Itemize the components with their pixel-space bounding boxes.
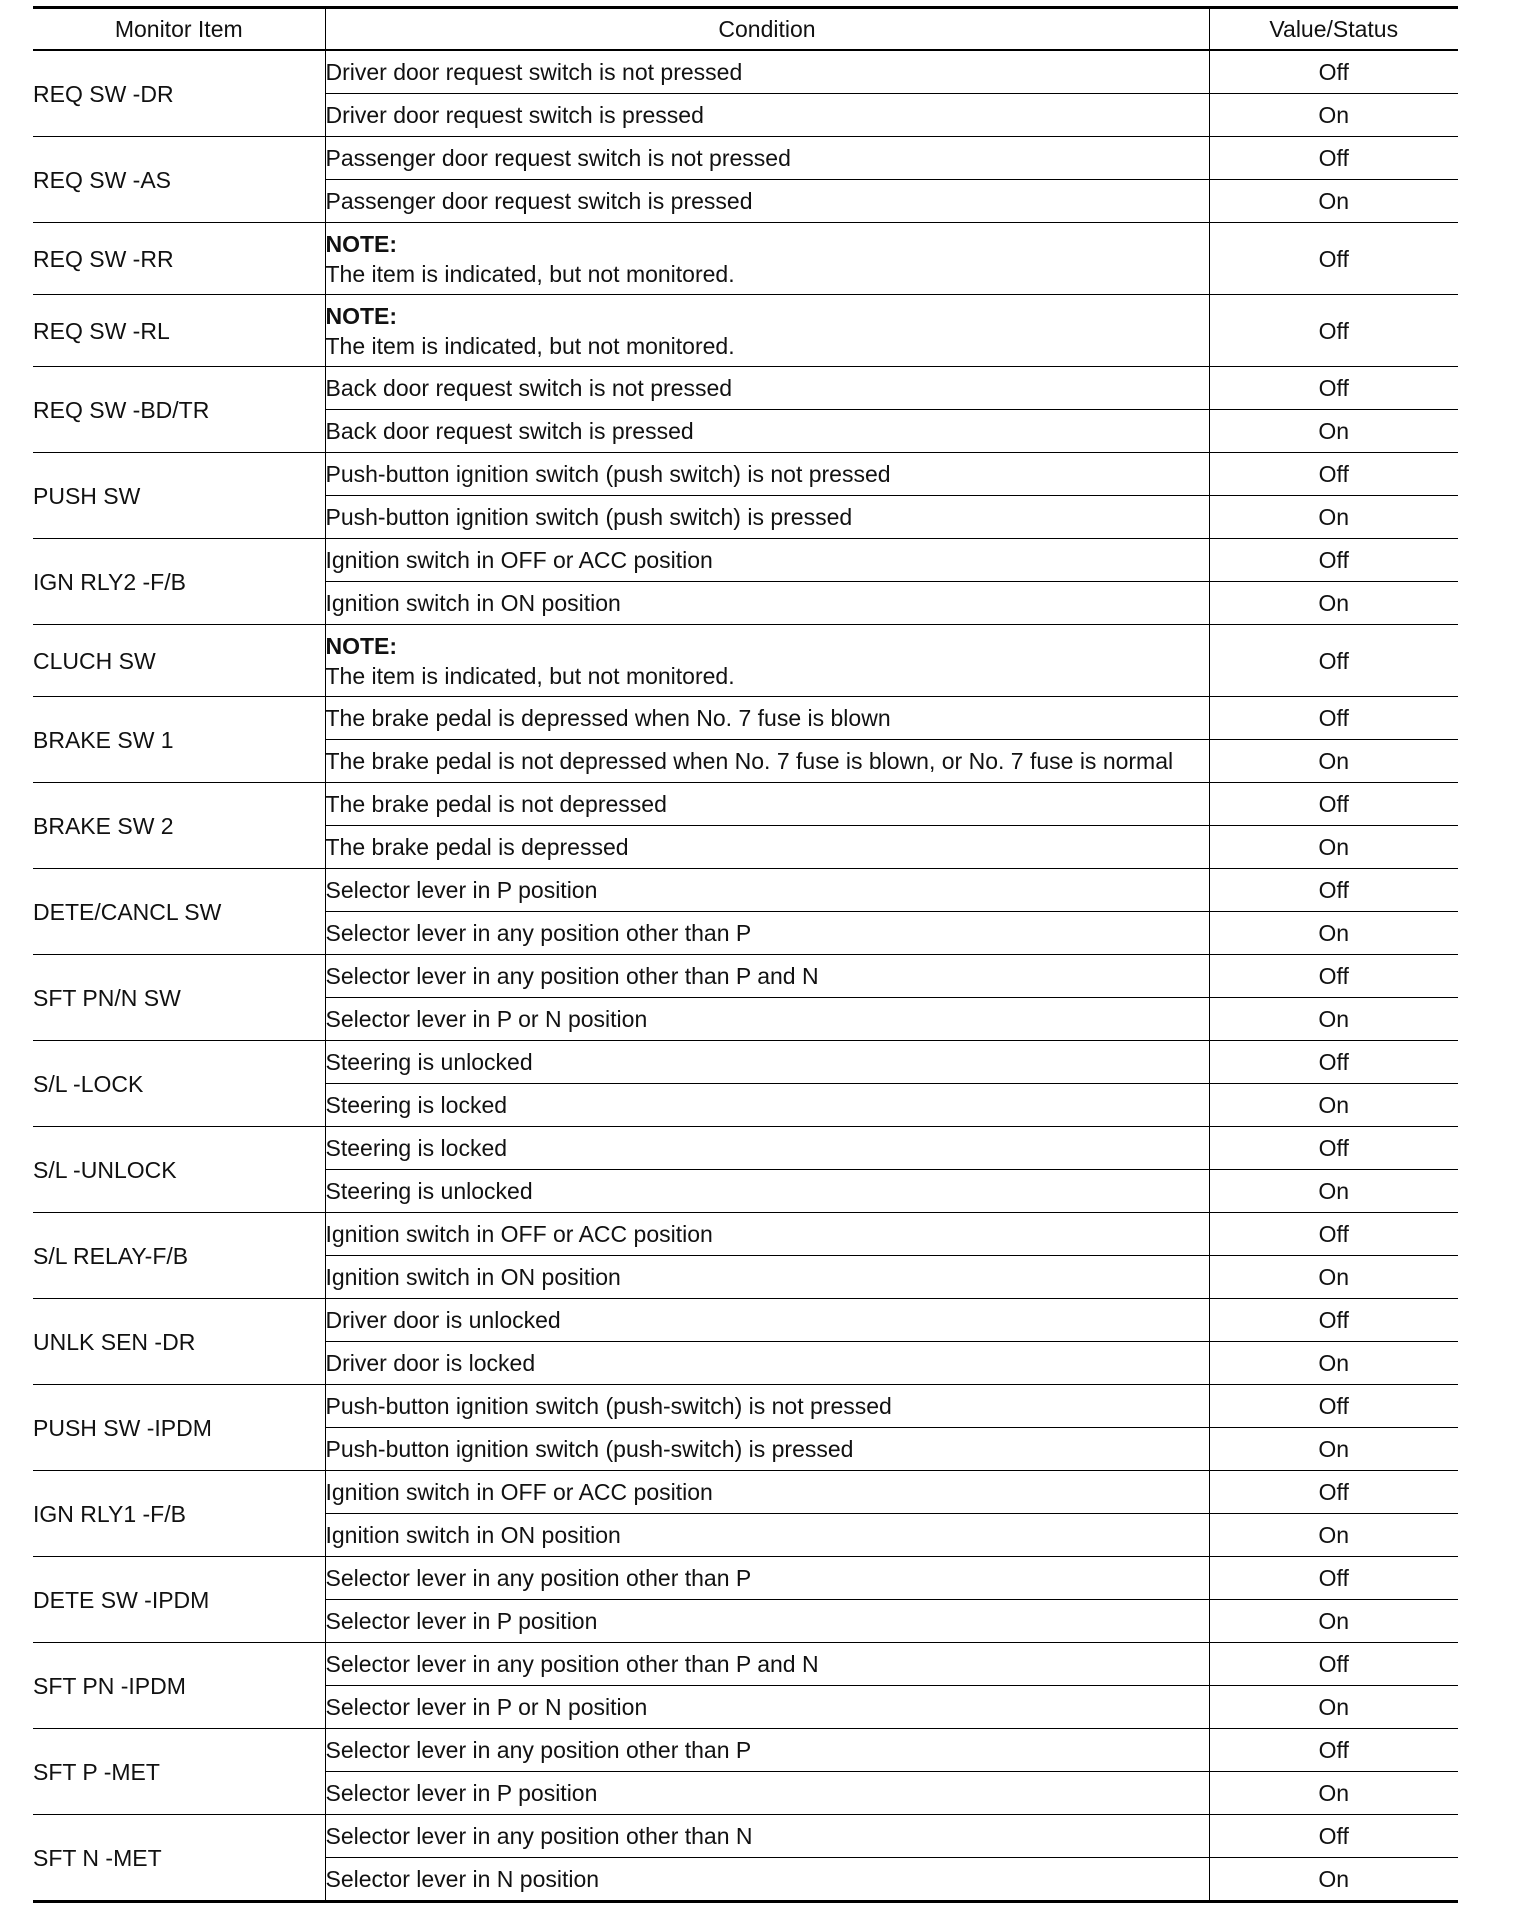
- monitor-item-cell: UNLK SEN -DR: [33, 1299, 325, 1385]
- monitor-item-cell: DETE SW -IPDM: [33, 1557, 325, 1643]
- condition-cell: Push-button ignition switch (push switch) is pressed: [325, 496, 1209, 539]
- monitor-item-table: [33, 6, 1458, 1903]
- table-row: [33, 1299, 1458, 1342]
- table-row: [33, 50, 1458, 94]
- monitor-item-cell: REQ SW -RL: [33, 295, 325, 367]
- condition-cell: Selector lever in any position other than P and N: [325, 955, 1209, 998]
- note-label: NOTE:: [325, 230, 398, 257]
- header-condition: Condition: [325, 8, 1209, 51]
- condition-cell: Selector lever in P or N position: [325, 998, 1209, 1041]
- value-status-cell: On: [1209, 94, 1458, 137]
- value-status-cell: On: [1209, 1600, 1458, 1643]
- condition-cell: Selector lever in P position: [325, 869, 1209, 912]
- value-status-cell: On: [1209, 998, 1458, 1041]
- monitor-item-cell: S/L -UNLOCK: [33, 1127, 325, 1213]
- value-status-cell: Off: [1209, 1729, 1458, 1772]
- condition-cell: Driver door is unlocked: [325, 1299, 1209, 1342]
- table-row: [33, 1643, 1458, 1686]
- condition-cell: Push-button ignition switch (push-switch) is pressed: [325, 1428, 1209, 1471]
- table-row: [33, 1815, 1458, 1858]
- condition-cell: Driver door request switch is pressed: [325, 94, 1209, 137]
- monitor-item-cell: PUSH SW -IPDM: [33, 1385, 325, 1471]
- value-status-cell: Off: [1209, 697, 1458, 740]
- value-status-cell: Off: [1209, 1041, 1458, 1084]
- table-row: [33, 625, 1458, 697]
- note-label: NOTE:: [325, 302, 398, 329]
- table-row: [33, 137, 1458, 180]
- value-status-cell: On: [1209, 826, 1458, 869]
- table-row: [33, 1041, 1458, 1084]
- condition-cell: Steering is locked: [325, 1084, 1209, 1127]
- condition-cell: Ignition switch in OFF or ACC position: [325, 1213, 1209, 1256]
- value-status-cell: Off: [1209, 1471, 1458, 1514]
- table-row: [33, 539, 1458, 582]
- value-status-cell: Off: [1209, 1127, 1458, 1170]
- value-status-cell: Off: [1209, 1213, 1458, 1256]
- condition-cell: Selector lever in N position: [325, 1858, 1209, 1902]
- monitor-item-cell: PUSH SW: [33, 453, 325, 539]
- condition-cell: Selector lever in P position: [325, 1772, 1209, 1815]
- monitor-item-cell: BRAKE SW 2: [33, 783, 325, 869]
- table-row: [33, 783, 1458, 826]
- value-status-cell: On: [1209, 1342, 1458, 1385]
- value-status-cell: Off: [1209, 955, 1458, 998]
- table-row: [33, 869, 1458, 912]
- condition-cell: The brake pedal is not depressed: [325, 783, 1209, 826]
- value-status-cell: On: [1209, 1084, 1458, 1127]
- value-status-cell: Off: [1209, 1815, 1458, 1858]
- monitor-item-cell: REQ SW -BD/TR: [33, 367, 325, 453]
- monitor-table-container: [33, 6, 1458, 1903]
- value-status-cell: Off: [1209, 295, 1458, 367]
- monitor-item-cell: REQ SW -RR: [33, 223, 325, 295]
- condition-cell: Selector lever in any position other than P and N: [325, 1643, 1209, 1686]
- condition-cell: Selector lever in any position other than N: [325, 1815, 1209, 1858]
- table-row: [33, 453, 1458, 496]
- monitor-item-cell: SFT P -MET: [33, 1729, 325, 1815]
- condition-cell: Driver door request switch is not pressed: [325, 50, 1209, 94]
- condition-cell: Driver door is locked: [325, 1342, 1209, 1385]
- value-status-cell: Off: [1209, 223, 1458, 295]
- monitor-item-cell: DETE/CANCL SW: [33, 869, 325, 955]
- table-row: [33, 1385, 1458, 1428]
- condition-cell: Selector lever in any position other than P: [325, 912, 1209, 955]
- condition-cell: Ignition switch in OFF or ACC position: [325, 539, 1209, 582]
- value-status-cell: Off: [1209, 1643, 1458, 1686]
- monitor-item-cell: SFT N -MET: [33, 1815, 325, 1902]
- condition-cell: Passenger door request switch is not pressed: [325, 137, 1209, 180]
- value-status-cell: Off: [1209, 453, 1458, 496]
- monitor-item-cell: CLUCH SW: [33, 625, 325, 697]
- condition-cell: Steering is unlocked: [325, 1041, 1209, 1084]
- value-status-cell: On: [1209, 1428, 1458, 1471]
- table-row: [33, 295, 1458, 367]
- value-status-cell: On: [1209, 740, 1458, 783]
- condition-cell: Push-button ignition switch (push switch) is not pressed: [325, 453, 1209, 496]
- value-status-cell: On: [1209, 1686, 1458, 1729]
- value-status-cell: Off: [1209, 539, 1458, 582]
- value-status-cell: Off: [1209, 137, 1458, 180]
- table-row: [33, 223, 1458, 295]
- condition-cell: Passenger door request switch is pressed: [325, 180, 1209, 223]
- monitor-item-cell: IGN RLY2 -F/B: [33, 539, 325, 625]
- condition-cell: Ignition switch in ON position: [325, 1256, 1209, 1299]
- condition-cell: [325, 295, 1209, 367]
- table-row: [33, 1471, 1458, 1514]
- value-status-cell: On: [1209, 496, 1458, 539]
- table-header: [33, 8, 1458, 51]
- table-row: [33, 955, 1458, 998]
- condition-cell: Selector lever in any position other than P: [325, 1729, 1209, 1772]
- condition-cell: Ignition switch in ON position: [325, 582, 1209, 625]
- monitor-item-cell: BRAKE SW 1: [33, 697, 325, 783]
- table-row: [33, 367, 1458, 410]
- condition-cell: The brake pedal is not depressed when No. 7 fuse is blown, or No. 7 fuse is normal: [325, 740, 1209, 783]
- value-status-cell: On: [1209, 1858, 1458, 1902]
- value-status-cell: Off: [1209, 1299, 1458, 1342]
- table-row: [33, 697, 1458, 740]
- monitor-item-cell: SFT PN/N SW: [33, 955, 325, 1041]
- note-text: The item is indicated, but not monitored.: [325, 260, 735, 287]
- value-status-cell: Off: [1209, 1385, 1458, 1428]
- table-row: [33, 1127, 1458, 1170]
- header-value-status: Value/Status: [1209, 8, 1458, 51]
- value-status-cell: On: [1209, 912, 1458, 955]
- monitor-item-cell: IGN RLY1 -F/B: [33, 1471, 325, 1557]
- condition-cell: Push-button ignition switch (push-switch) is not pressed: [325, 1385, 1209, 1428]
- value-status-cell: Off: [1209, 625, 1458, 697]
- monitor-item-cell: REQ SW -AS: [33, 137, 325, 223]
- header-row: [33, 8, 1458, 51]
- value-status-cell: On: [1209, 1256, 1458, 1299]
- monitor-item-cell: REQ SW -DR: [33, 50, 325, 137]
- note-label: NOTE:: [325, 632, 398, 659]
- monitor-item-cell: S/L -LOCK: [33, 1041, 325, 1127]
- value-status-cell: On: [1209, 180, 1458, 223]
- value-status-cell: On: [1209, 1772, 1458, 1815]
- condition-cell: Steering is unlocked: [325, 1170, 1209, 1213]
- condition-cell: Ignition switch in ON position: [325, 1514, 1209, 1557]
- table-body: [33, 50, 1458, 1902]
- table-row: [33, 1729, 1458, 1772]
- value-status-cell: On: [1209, 1170, 1458, 1213]
- condition-cell: The brake pedal is depressed: [325, 826, 1209, 869]
- condition-cell: Ignition switch in OFF or ACC position: [325, 1471, 1209, 1514]
- monitor-item-cell: SFT PN -IPDM: [33, 1643, 325, 1729]
- header-monitor-item: Monitor Item: [33, 8, 325, 51]
- monitor-item-cell: S/L RELAY-F/B: [33, 1213, 325, 1299]
- condition-cell: Selector lever in P position: [325, 1600, 1209, 1643]
- condition-cell: The brake pedal is depressed when No. 7 fuse is blown: [325, 697, 1209, 740]
- condition-cell: Back door request switch is pressed: [325, 410, 1209, 453]
- condition-cell: Selector lever in any position other than P: [325, 1557, 1209, 1600]
- value-status-cell: Off: [1209, 869, 1458, 912]
- table-row: [33, 1557, 1458, 1600]
- condition-cell: Steering is locked: [325, 1127, 1209, 1170]
- value-status-cell: On: [1209, 582, 1458, 625]
- value-status-cell: On: [1209, 1514, 1458, 1557]
- condition-cell: Back door request switch is not pressed: [325, 367, 1209, 410]
- table-row: [33, 1213, 1458, 1256]
- value-status-cell: Off: [1209, 367, 1458, 410]
- value-status-cell: On: [1209, 410, 1458, 453]
- condition-cell: Selector lever in P or N position: [325, 1686, 1209, 1729]
- value-status-cell: Off: [1209, 50, 1458, 94]
- value-status-cell: Off: [1209, 783, 1458, 826]
- condition-cell: [325, 625, 1209, 697]
- note-text: The item is indicated, but not monitored.: [325, 332, 735, 359]
- note-text: The item is indicated, but not monitored.: [325, 662, 735, 689]
- value-status-cell: Off: [1209, 1557, 1458, 1600]
- condition-cell: [325, 223, 1209, 295]
